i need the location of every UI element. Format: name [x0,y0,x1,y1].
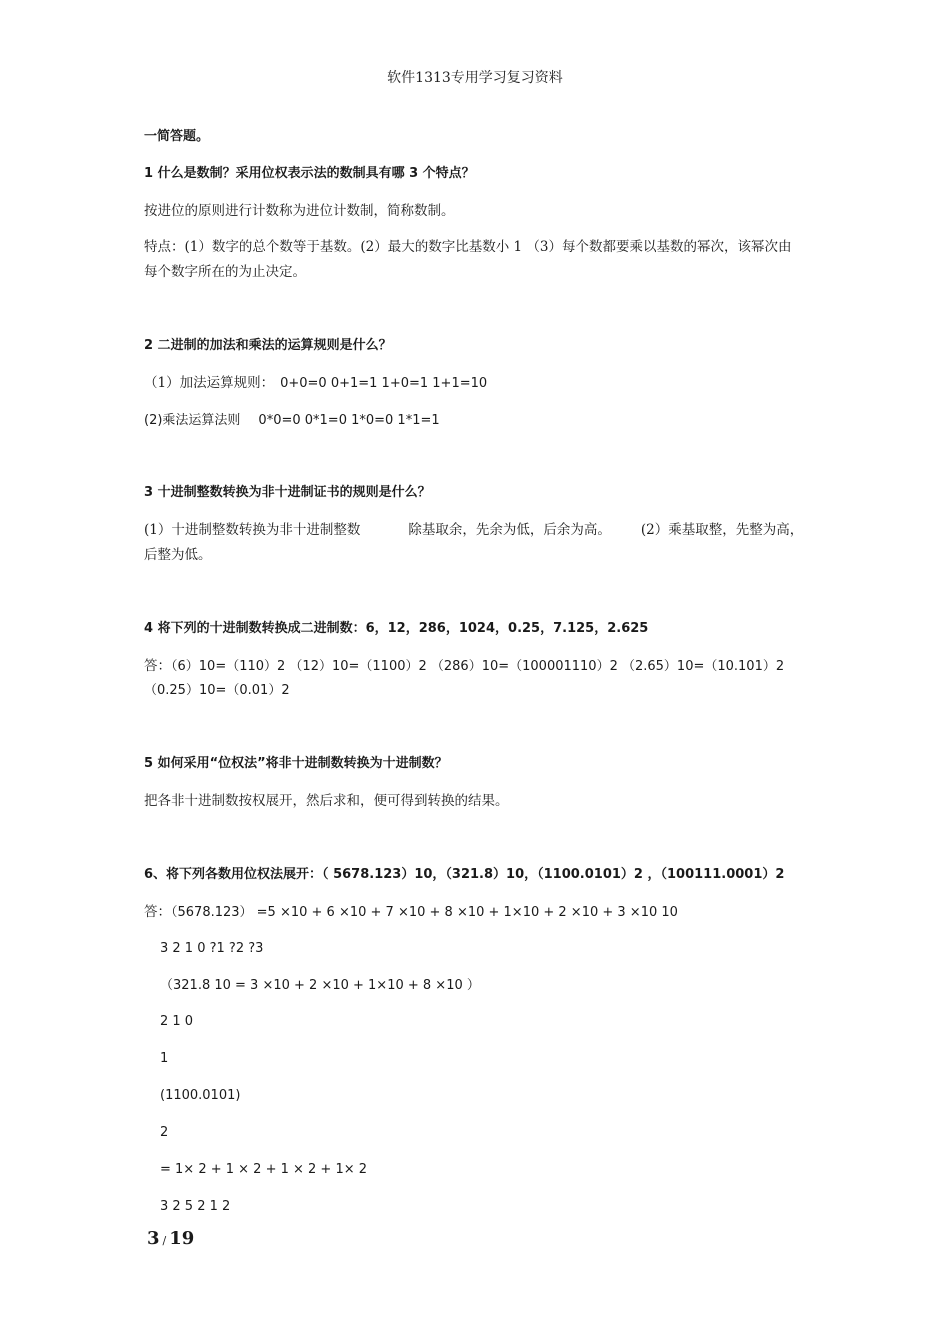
question-6-line-3: （321.8 10 = 3 ×10 + 2 ×10 + 1×10 + 8 ×10 ） [160,978,480,993]
question-3-title: 3 十进制整数转换为非十进制证书的规则是什么？ [144,485,431,500]
question-6-line-2: 3 2 1 0 ?1 ?2 ?3 [160,941,264,956]
conversion-results: （6）10=（110）2 （12）10=（1100）2 （286）10=（100001110）2 （2.65）10=（10.101）2 [171,659,785,674]
question-1-title: 1 什么是数制？采用位权表示法的数制具有哪 3 个特点？ [144,166,475,181]
addition-label: （1）加法运算规则： [144,375,275,391]
question-1-answer-line-1: 按进位的原则进行计数称为进位计数制，简称数制。 [144,203,455,219]
page-number [147,1228,194,1249]
rule-part-1: (1）十进制整数转换为非十进制整数 [144,522,361,538]
question-2-title: 2 二进制的加法和乘法的运算规则是什么？ [144,338,392,353]
question-6-line-6: (1100.0101) [160,1088,241,1103]
section-title: 一简答题。 [144,129,210,144]
question-4-answer-line-1 [144,657,784,676]
question-1-answer-line-3: 每个数字所在的为止决定。 [144,264,306,280]
page-header: 软件1313专用学习复习资料 [387,70,563,86]
addition-rule: 0+0=0 0+1=1 1+0=1 1+1=10 [280,376,488,391]
question-5-title: 5 如何采用“位权法”将非十进制数转换为十进制数？ [144,756,448,771]
expansion-5678: （5678.123） =5 ×10 + 6 ×10 + 7 ×10 + 8 ×10 + 1×10 + 2 ×10 + 3 ×10 10 [171,905,678,920]
page-current: 3 [147,1228,160,1249]
question-2-answer-2 [144,411,440,430]
question-6-line-9: 3 2 5 2 1 2 [160,1199,231,1214]
question-3-answer-line-1 [144,521,803,539]
question-1-answer-line-2: 特点：(1）数字的总个数等于基数。(2）最大的数字比基数小 1 （3）每个数都要乘以基数的幂次，该幂次由 [144,239,792,255]
rule-part-3: (2）乘基取整，先整为高， [640,522,804,538]
question-5-answer: 把各非十进制数按权展开，然后求和，便可得到转换的结果。 [144,793,509,809]
question-6-line-5: 1 [160,1051,169,1066]
answer-prefix: 答： [144,904,171,920]
question-6-line-7: 2 [160,1125,169,1140]
question-6-line-4: 2 1 0 [160,1014,194,1029]
answer-prefix: 答： [144,658,171,674]
question-6-line-8: = 1× 2 + 1 × 2 + 1 × 2 + 1× 2 [160,1162,368,1177]
multiplication-label: (2)乘法运算法则 [144,413,241,428]
question-6-title: 6、将下列各数用位权法展开：（ 5678.123）10，（321.8）10，（1100.0101）2 ，（100111.0001）2 [144,867,785,882]
page-separator: / [162,1234,167,1247]
rule-part-2: 除基取余，先余为低，后余为高。 [408,522,611,538]
page-total: 19 [169,1228,195,1249]
question-4-answer-line-2: （0.25）10=（0.01）2 [144,683,290,698]
multiplication-rule: 0*0=0 0*1=0 1*0=0 1*1=1 [258,413,440,428]
question-3-answer-line-2: 后整为低。 [144,547,212,563]
question-4-title: 4 将下列的十进制数转换成二进制数：6，12，286，1024，0.25，7.125，2.625 [144,621,649,636]
question-6-answer-line-1 [144,903,678,922]
question-2-answer-1 [144,374,487,393]
